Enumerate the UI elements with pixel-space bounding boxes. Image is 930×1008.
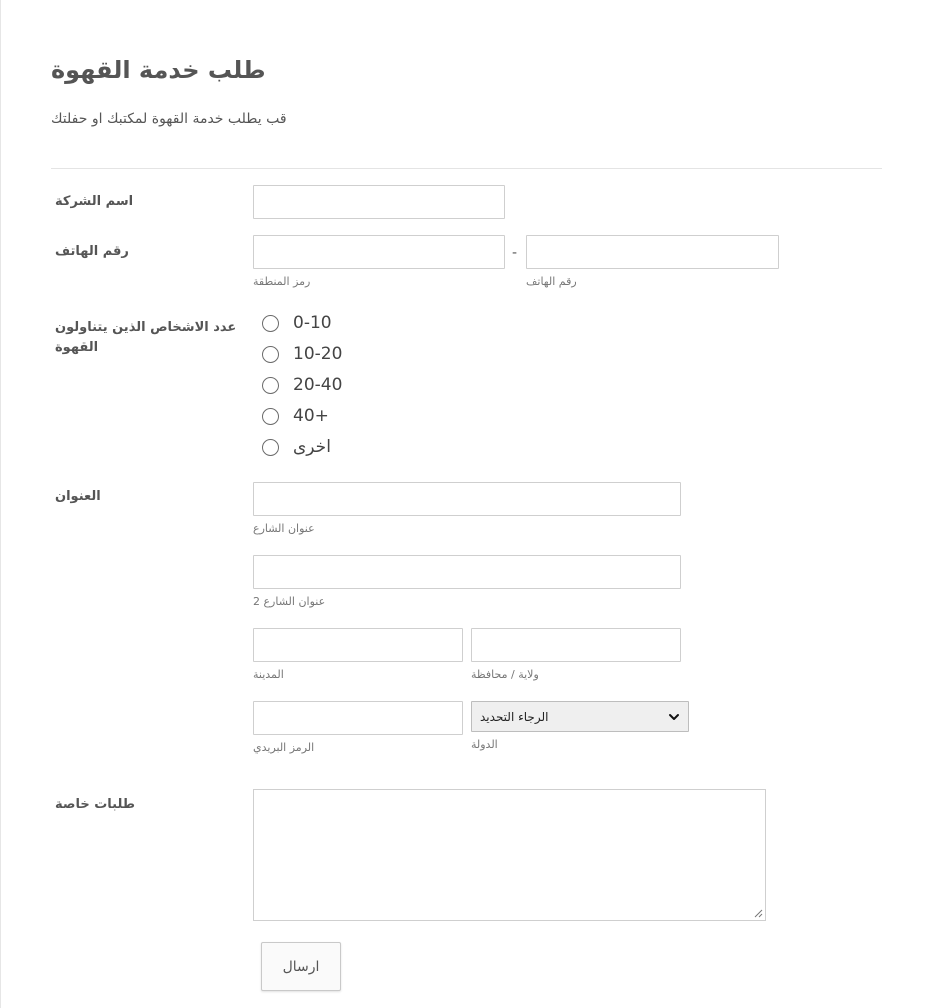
radio-option[interactable] xyxy=(262,311,462,335)
area-code-input[interactable] xyxy=(253,235,505,269)
radio-option[interactable] xyxy=(262,404,462,428)
radio-circle-icon[interactable] xyxy=(262,346,279,363)
resize-grip-icon[interactable] xyxy=(753,908,763,918)
people-count-label: عدد الاشخاص الذين يتناولون القهوة xyxy=(55,320,237,355)
radio-option-label: 40+ xyxy=(293,406,329,426)
phone-label: رقم الهاتف xyxy=(55,244,129,259)
radio-option-label: 0-10 xyxy=(293,313,332,333)
address-label: العنوان xyxy=(55,489,101,504)
state-input[interactable] xyxy=(471,628,681,662)
chevron-down-icon xyxy=(668,711,680,723)
phone-number-sublabel: رقم الهاتف xyxy=(526,275,577,288)
radio-option[interactable] xyxy=(262,342,462,366)
radio-option-label: اخرى xyxy=(293,437,331,457)
radio-circle-icon[interactable] xyxy=(262,377,279,394)
radio-circle-icon[interactable] xyxy=(262,315,279,332)
radio-option[interactable] xyxy=(262,435,462,459)
form-subtitle: قب يطلب خدمة القهوة لمكتبك او حفلتك xyxy=(51,111,287,127)
company-label: اسم الشركة xyxy=(55,194,134,209)
street-address-2-input[interactable] xyxy=(253,555,681,589)
street-address-2-sublabel: عنوان الشارع 2 xyxy=(253,595,326,608)
zip-input[interactable] xyxy=(253,701,463,735)
street-address-sublabel: عنوان الشارع xyxy=(253,522,315,535)
radio-option-label: 10-20 xyxy=(293,344,343,364)
city-input[interactable] xyxy=(253,628,463,662)
form-title: طلب خدمة القهوة xyxy=(51,56,266,84)
radio-circle-icon[interactable] xyxy=(262,408,279,425)
radio-option-label: 20-40 xyxy=(293,375,343,395)
radio-circle-icon[interactable] xyxy=(262,439,279,456)
submit-button[interactable]: ارسال xyxy=(261,942,341,991)
radio-option[interactable] xyxy=(262,373,462,397)
phone-number-input[interactable] xyxy=(526,235,779,269)
city-sublabel: المدينة xyxy=(253,668,284,681)
state-sublabel: ولاية / محافظة xyxy=(471,668,539,681)
phone-separator: - xyxy=(512,245,518,261)
street-address-input[interactable] xyxy=(253,482,681,516)
special-requests-textarea[interactable] xyxy=(253,789,766,921)
special-requests-label: طلبات خاصة xyxy=(55,797,136,812)
country-sublabel: الدولة xyxy=(471,738,498,751)
country-select-value: الرجاء التحديد xyxy=(480,709,549,724)
country-select[interactable] xyxy=(471,701,689,732)
people-count-radio-group xyxy=(262,311,462,459)
header-divider xyxy=(51,168,882,169)
company-input[interactable] xyxy=(253,185,505,219)
area-code-sublabel: رمز المنطقة xyxy=(253,275,311,288)
zip-sublabel: الرمز البريدي xyxy=(253,741,315,754)
